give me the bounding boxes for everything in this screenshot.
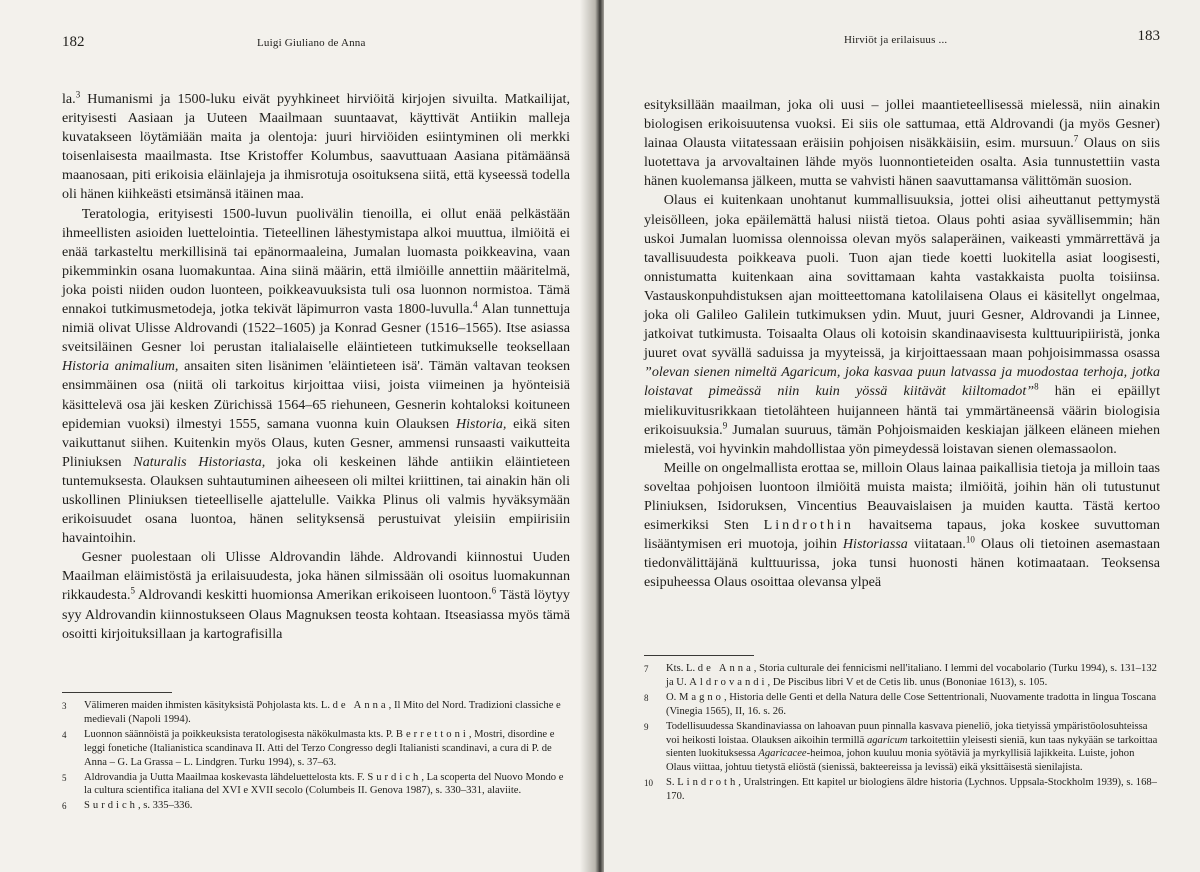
text-run: Todellisuudessa Skandinaviassa on lahoavan puun pinnalla kasvava pieneliö, joka tietyissä ympäristöolosuhteissa voi heikosti loistaa. Olauksen aikoihin termillä [666, 720, 1148, 746]
footnote-number: 5 [62, 772, 67, 783]
footnote-number: 10 [644, 778, 653, 789]
footnote [644, 662, 1160, 690]
footnote-text [666, 720, 1160, 776]
italic-text: ”olevan sienen nimeltä Agaricum, joka kasvaa puun latvassa ja muodostaa terhoja, jotka loistavat pimeässä niin kuin yössä kiitävät kiiltomadot” [644, 364, 1160, 400]
text-run: joka oli keskeinen lähde antiikin eläintieteen tuntemuksesta. Olauksen suhtautuminen aiheeseen oli miltei kriittinen, tai ainakin hän oli uskollinen Pliniuksen tieteelliselle ajattelulle. Vaikka Plinus oli valmis hyväksymään erikoisuudet osana luontoa, hänen selityksensä perustuivat yleisiin empiirisiin havaintoihin. [62, 453, 570, 547]
right-body-text [644, 96, 1160, 592]
right-running-head: Hirviöt ja erilaisuus ... [844, 34, 948, 46]
footnote [62, 728, 570, 770]
left-page-header [62, 0, 570, 72]
spaced-name: Aldrovandi [689, 676, 768, 688]
footnote-ref: 6 [491, 585, 497, 596]
paragraph [644, 191, 1160, 458]
footnote-number: 6 [62, 801, 67, 812]
text-run: viitataan. [907, 536, 966, 553]
footnote-number: 9 [644, 721, 649, 732]
text-run: Luonnon säännöistä ja poikkeuksista teratologisesta näkökulmasta kts. P. [84, 728, 396, 740]
italic-text: agaricum [866, 734, 908, 746]
text-run: hän ei epäillyt mielikuvitusrikkaan tietolähteen huijanneen häntä tai ymmärtäneensä väärin biologisia erikoisuuksia. [644, 383, 1160, 438]
text-run: , Historia delle Genti et della Natura delle Cose Settentrionali, Nuovamente tradotta in lingua Toscana (Vinegia 1565), II, 16. s. 26. [666, 691, 1157, 717]
footnote-number: 8 [644, 692, 649, 703]
right-footnote-list [644, 662, 1160, 804]
spaced-name: de Anna [697, 663, 754, 674]
footnote [62, 799, 570, 814]
paragraph [62, 548, 570, 643]
spaced-name: Magno [678, 691, 724, 703]
spaced-name: de Anna [332, 700, 389, 711]
text-run: , De Piscibus libri V et de Cetis lib. unus (Bononiae 1613), s. 105. [767, 676, 1048, 688]
text-run: eikä siten vaikuttanut siihen. Kuitenkin myös Olaus, kuten Gesner, ammensi runsaasti vaikutteita Pliniuksen [62, 415, 570, 470]
right-footnotes [644, 655, 1160, 805]
text-run: esityksillään maailman, joka oli uusi – jollei maantieteellisessä mielessä, niin ainakin biologisen erikoisuutensa vuoksi. Ei siis ole sattumaa, että Aldrovandi (ja myös Gesner) lainaa Olausta viitatessaan eräisiin pohjoisen nisäkkäisiin, esim. mursuun. [644, 97, 1160, 152]
text-run: Aldrovandia ja Uutta Maailmaa koskevasta lähdeluettelosta kts. F. [84, 771, 368, 783]
text-run: tarkoitettiin yleisesti sieniä, kun taas nykyään se tarkoittaa sienten luokituksessa [666, 734, 1158, 760]
italic-text: Historia animalium, [62, 358, 179, 375]
footnote-ref: 10 [965, 534, 975, 545]
text-run: Humanismi ja 1500-luku eivät pyyhkineet hirviöitä kirjojen sivuilta. Matkailijat, erityisesti Aasiaan ja Uuteen Maailmaan suuntaavat, käyttivät Antiikin malleja kuvatakseen löytämiään maita ja olentoja: juuri hirviöiden esiintyminen oli merkki toisenlaisesta maailmasta. Itse Kristoffer Kolumbus, saavuttuaan Aasiana pitämäänsä maanosaan, piti erikoisia eläinlajeja ja ihmisrotuja osoituksena siitä, että kyseessä todella oli hänen kiihkeästi etsimänsä itäinen maa. [62, 91, 570, 203]
text-run: Gesner puolestaan oli Ulisse Aldrovandin lähde. Aldrovandi kiinnostui Uuden Maailman eläimistöstä ja erilaisuudesta, joka hänen silmissään oli osoitus luomakunnan rikkaudesta. [62, 549, 570, 604]
text-run: , s. 335–336. [137, 800, 193, 812]
right-page-number: 183 [1137, 28, 1160, 44]
text-run: Välimeren maiden ihmisten käsityksistä Pohjolasta kts. L. [84, 700, 333, 711]
footnote-ref: 3 [75, 89, 81, 100]
left-page-number: 182 [62, 34, 85, 50]
paragraph [62, 90, 570, 205]
footnote-text [84, 728, 570, 770]
spaced-name: Surdich [84, 800, 138, 812]
text-run: , Mostri, disordine e leggi fonetiche (Italianistica scandinava II. Atti del Terzo Congresso degli Italianisti scandinavi, a cura di P. de Anna – G. La Grassa – L. Lindgren. Turku 1994), s. 37–63. [84, 728, 555, 768]
footnote-text [666, 691, 1160, 719]
italic-text: Historiassa [842, 536, 908, 553]
text-run: Aldrovandi keskitti huomionsa Amerikan erikoiseen luontoon. [135, 587, 492, 604]
text-run: O. [666, 691, 679, 703]
footnote [62, 699, 570, 727]
right-page [604, 0, 1200, 872]
footnote [644, 691, 1160, 719]
footnote-rule [62, 692, 172, 693]
left-footnote-list [62, 699, 570, 814]
footnote-ref: 5 [130, 585, 135, 596]
footnote-rule [644, 655, 754, 656]
paragraph [62, 205, 570, 549]
text-run: Teratologia, erityisesti 1500-luvun puolivälin tienoilla, ei ollut enää pelkästään ihmeellisten asioiden luettelointia. Tieteellinen lähestymistapa alkoi muuttua, ilmiöitä ei enää tarkasteltu merkillisinä tai epänormaaleina, Jumalan luomasta poikkeavina, vaan pikemminkin osana luomakuntaa. Aina siinä määrin, että ilmiöille annettiin määritelmä, joka poisti niiden oudon luonteen, poikkeavuuksista tuli osa luonnon normistoa. Tämä ennakoi tutkimusmetodeja, jotka tekivät läpimurron vasta 1800-luvulla. [62, 205, 570, 318]
text-run: Tästä löytyy syy Aldrovandin kiinnostukseen Olaus Magnuksen teosta kohtaan. Itseasiassa myös tämä osoitti kirjoituksillaan ja kartografisilla [62, 587, 570, 642]
text-run: , Uralstringen. Ett kapitel ur biologiens äldre historia (Lychnos. Uppsala-Stockholm 1939), s. 168–170. [666, 777, 1157, 803]
footnote-number: 4 [62, 729, 67, 740]
italic-text: Historia, [455, 415, 507, 432]
text-run: S. [666, 777, 678, 789]
text-run: Olaus on siis luotettava ja arvovaltainen lähde myös luonnontieteiden osalta. Asia tunnustettiin vasta hänen kuolemansa jälkeen, mutta se vahvisti hänen saavuttamansa välittömän suosion. [644, 135, 1160, 190]
footnote-text [84, 699, 570, 727]
right-page-header [644, 0, 1160, 72]
spaced-name: Lindroth [677, 777, 739, 789]
text-run: , La scoperta del Nuovo Mondo e la cultura scientifica italiana del XVI e XVII secolo (Columbeis II. Genova 1987), s. 330–331, alaviite. [84, 771, 564, 797]
footnote-text [84, 771, 570, 799]
italic-text: Naturalis Historiasta, [133, 453, 266, 470]
footnote-text [84, 799, 570, 814]
footnote [644, 776, 1160, 804]
footnote-ref: 7 [1073, 133, 1079, 144]
footnote [644, 720, 1160, 776]
text-run: Kts. L. [666, 663, 698, 674]
paragraph [644, 96, 1160, 191]
left-running-head: Luigi Giuliano de Anna [257, 37, 366, 49]
text-run: Olaus ei kuitenkaan unohtanut kummallisuuksia, jottei olisi aiheuttanut pettymystä yleisölleen, joka epäilemättä halusi niistä tietoa. Olaus pohti asiaa syvällisemmin; hän uskoi Jumalan luomissa olennoissa olevan myös salaperäinen, vaikeasti ymmärrettävä ja tavallisuudesta poikkeava puoli. Tuon ajan tiede koetti luokitella asiat loogisesti, onnistumatta kuitenkaan aina sovittamaan kahta vastakkaista puolta toisiinsa. Vastauskonpuhdistuksen ajan moitteettomana katolilaisena Olaus ei käsitellyt ongelmaa, joka oli Galileo Galilein tutkimuksen ydin. Muut, juuri Gesner, Aldrovandi ja Linnee, jatkoivat tutkimusta. Toisaalta Olaus oli kotoisin skandinaavisesta kulttuuripiiristä, jonka juuret ovat syvällä saduissa ja myyteissä, ja kirjoittaessaan maan pohjoisimmassa osassa [644, 192, 1160, 362]
spaced-name: Berrettoni [395, 728, 469, 740]
text-run: Alan tunnettuja nimiä olivat Ulisse Aldrovandi (1522–1605) ja Konrad Gesner (1516–1565). Itse asiassa sveitsiläinen Gesner loi perustan italialaiselle eläintieteen tutkimukselle teoksellaan [62, 301, 570, 356]
footnote-ref: 9 [722, 419, 728, 430]
left-footnotes [62, 692, 570, 815]
footnote-ref: 8 [1034, 381, 1039, 392]
italic-text: Agaricacee [758, 748, 807, 760]
left-body-text [62, 90, 570, 644]
footnote-text [666, 776, 1160, 804]
footnote-number: 7 [644, 664, 649, 674]
text-run: la. [62, 91, 76, 107]
spaced-name: Surdich [367, 771, 422, 783]
text-run: , Storia culturale dei fennicismi nell'italiano. I lemmi del vocabolario (Turku 1994), s. 131–132 ja U. [666, 663, 1157, 688]
paragraph [644, 459, 1160, 593]
footnote-ref: 4 [473, 299, 478, 310]
left-page [0, 0, 596, 872]
text-run: Meille on ongelmallista erottaa se, milloin Olaus lainaa paikallisia tietoja ja milloin taas soveltaa pohjoisen luontoon ilmiöitä muista maista; ilmiöitä, joihin hän oli tutustunut Pliniuksen, Isidoruksen, Vincentius Beauvaislaisen ja muiden kautta. Tästä kertoo esimerkiksi Sten [644, 459, 1160, 534]
footnote-number: 3 [62, 701, 67, 711]
text-run: , Il Mito del Nord. Tradizioni classiche e medievali (Napoli 1994). [84, 700, 561, 725]
spaced-name: Lindrothin [763, 517, 854, 534]
text-run: havaitsema tapaus, joka koskee suvuttoman lisääntymisen eri muotoja, joihin [644, 517, 1160, 553]
footnote-text [666, 662, 1160, 690]
footnote [62, 771, 570, 799]
text-run: Olaus oli tietoinen asemastaan tiedonvälittäjänä kulttuurissa, joka tunsi huonosti hänen kotimaataan. Teoksensa esipuheessa Olaus osoittaa olevansa ylpeä [644, 536, 1160, 591]
text-run: Jumalan suuruus, tämän Pohjoismaiden keskiajan jälkeen eläneen miehen mielestä, voi hyvinkin mahdollistaa yön pimeydessä loistavan sienen olemassaolon. [644, 421, 1160, 457]
text-run: ansaiten siten lisänimen 'eläintieteen isä'. Tämän valtavan teoksen ensimmäinen osa (niitä oli tarkoitus kirjoittaa viisi, joista viimeinen ja hyönteisiä käsittelevä osa jäi kesken Zürichissä 1564–65 riehuneen, Gesnerin kohtaloksi koituneen epidemian vuoksi) ilmestyi 1555, samana vuonna kuin Olauksen [62, 358, 571, 432]
text-run: -heimoa, johon kuuluu monia syötäviä ja myrkyllisiä lajikkeita. Luiste, johon Olaus viittaa, johtuu tietystä eliöstä (sienissä, bakteereissa ja levissä) eikä yksittäisestä sienilajista. [666, 748, 1135, 774]
